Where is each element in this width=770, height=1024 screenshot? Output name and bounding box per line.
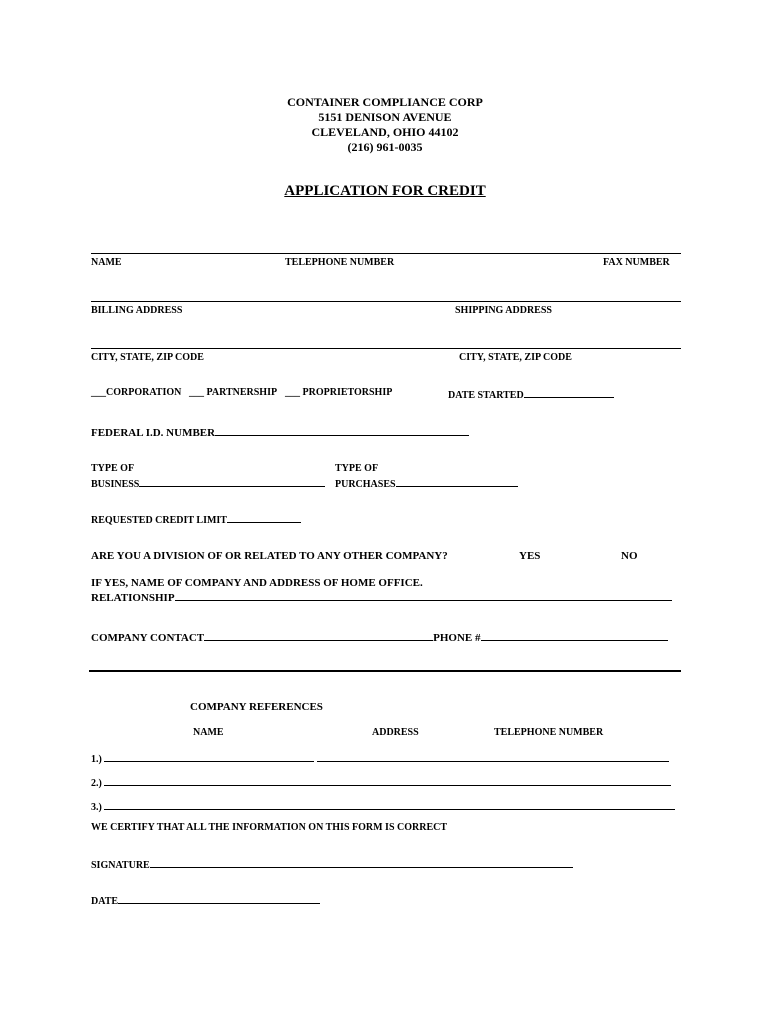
city-line[interactable] [91,348,681,349]
ref-col-address: ADDRESS [372,727,419,738]
relationship-field[interactable] [91,590,672,604]
reference-number: 3.) [91,802,102,813]
reference-line[interactable] [104,799,675,810]
relationship-line[interactable] [175,590,672,601]
reference-detail-line[interactable] [317,751,669,762]
ref-col-name: NAME [193,727,224,738]
relationship-label: RELATIONSHIP [91,592,175,604]
type-of-business-field[interactable] [91,476,325,490]
proprietorship-checkbox[interactable]: ___ PROPRIETORSHIP [285,387,393,398]
no-option[interactable]: NO [621,550,638,562]
references-heading: COMPANY REFERENCES [190,701,323,713]
reference-number: 2.) [91,778,102,789]
company-city: CLEVELAND, OHIO 44102 [311,125,459,139]
type-of-purchases-label-1: TYPE OF [335,463,379,474]
phone-line[interactable] [481,630,668,641]
date-line[interactable] [118,893,320,904]
federal-id-field[interactable] [91,425,469,439]
telephone-label: TELEPHONE NUMBER [285,257,395,268]
reference-name-line[interactable] [104,751,314,762]
reference-row[interactable] [91,775,671,789]
corporation-checkbox[interactable]: ___CORPORATION [91,387,182,398]
company-phone: (216) 961-0035 [347,140,423,154]
signature-line[interactable] [150,857,573,868]
company-contact-field[interactable] [91,630,668,644]
fax-label: FAX NUMBER [603,257,670,268]
credit-limit-label: REQUESTED CREDIT LIMIT [91,515,227,526]
name-label: NAME [91,257,122,268]
shipping-city-label: CITY, STATE, ZIP CODE [459,352,572,363]
date-started-label: DATE STARTED [448,390,524,401]
name-line[interactable] [91,253,681,254]
date-label: DATE [91,896,119,907]
shipping-address-label: SHIPPING ADDRESS [455,305,552,316]
address-line[interactable] [91,301,681,302]
type-of-business-label-1: TYPE OF [91,463,135,474]
form-title-text: APPLICATION FOR CREDIT [284,183,486,199]
company-name: CONTAINER COMPLIANCE CORP [287,95,483,109]
certify-statement: WE CERTIFY THAT ALL THE INFORMATION ON THIS FORM IS CORRECT [91,822,448,833]
federal-id-line[interactable] [215,425,469,436]
partnership-checkbox[interactable]: ___ PARTNERSHIP [189,387,278,398]
ref-col-telephone: TELEPHONE NUMBER [494,727,604,738]
credit-limit-line[interactable] [227,512,301,523]
division-question: ARE YOU A DIVISION OF OR RELATED TO ANY OTHER COMPANY? [91,550,448,562]
phone-label: PHONE # [433,632,481,644]
signature-label: SIGNATURE [91,860,150,871]
date-started-line[interactable] [524,387,614,398]
type-of-purchases-field[interactable] [335,476,518,490]
type-of-business-label-2: BUSINESS [91,479,140,490]
type-of-purchases-line[interactable] [396,476,518,487]
reference-line[interactable] [104,775,671,786]
federal-id-label: FEDERAL I.D. NUMBER [91,427,216,439]
company-contact-line[interactable] [204,630,433,641]
billing-city-label: CITY, STATE, ZIP CODE [91,352,204,363]
credit-limit-field[interactable] [91,512,301,526]
form-title [0,183,770,200]
section-divider [89,670,681,672]
reference-number: 1.) [91,754,102,765]
if-yes-label: IF YES, NAME OF COMPANY AND ADDRESS OF HOME OFFICE. [91,577,423,589]
company-street: 5151 DENISON AVENUE [318,110,452,124]
company-contact-label: COMPANY CONTACT [91,632,205,644]
reference-row[interactable] [91,751,669,765]
date-started-field[interactable] [448,387,614,401]
signature-field[interactable] [91,857,573,871]
yes-option[interactable]: YES [519,550,541,562]
reference-row[interactable] [91,799,675,813]
type-of-purchases-label-2: PURCHASES [335,479,396,490]
type-of-business-line[interactable] [139,476,325,487]
date-field[interactable] [91,893,320,907]
billing-address-label: BILLING ADDRESS [91,305,183,316]
